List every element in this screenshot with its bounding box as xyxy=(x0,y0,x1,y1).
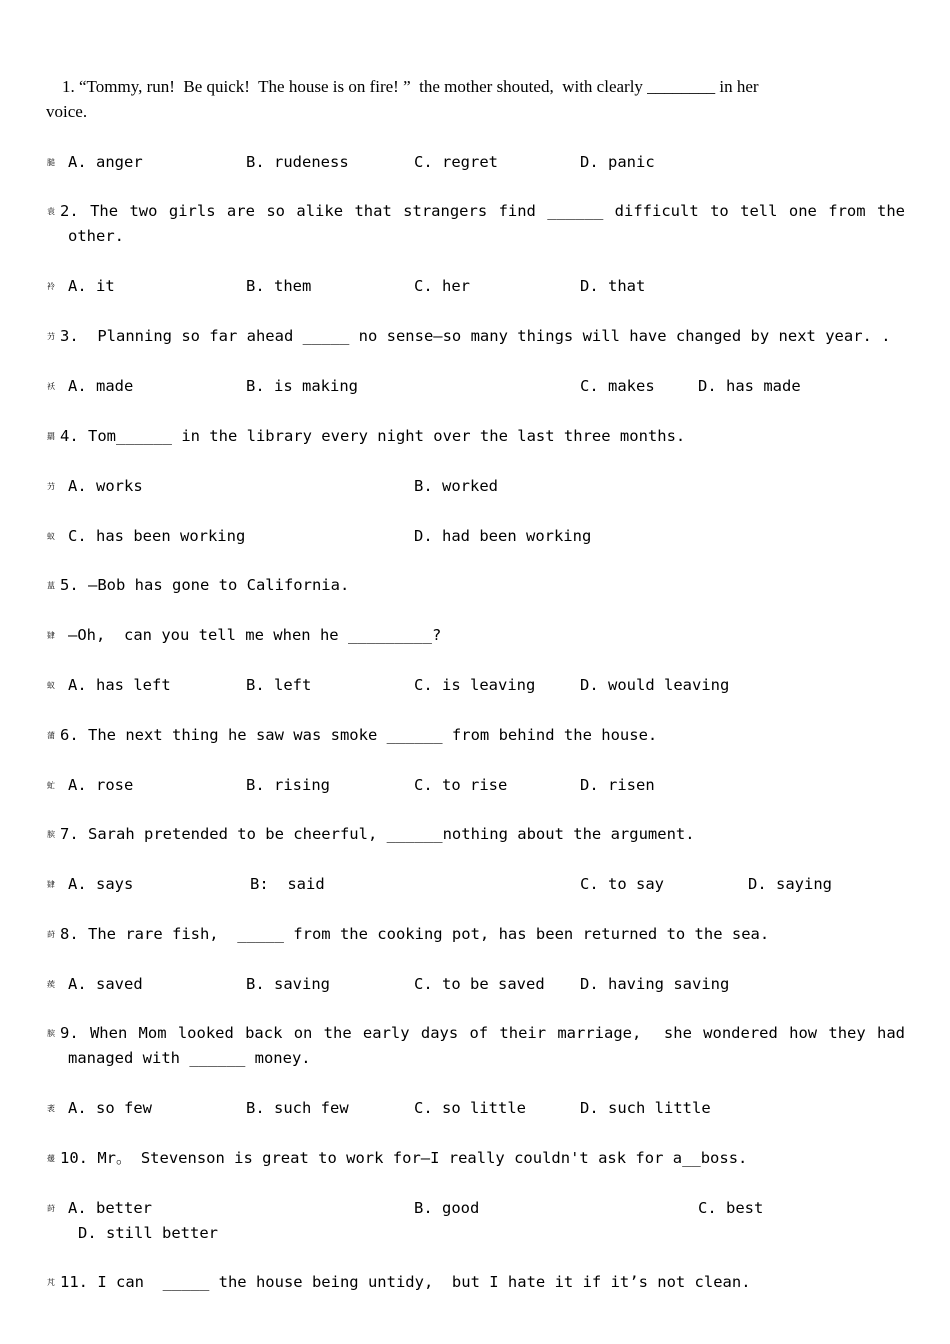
question-7-option-d: D. saying xyxy=(748,875,832,893)
question-7-text: 7. Sarah pretended to be cheerful, ______nothing about the argument. xyxy=(60,825,695,843)
question-1-option-a: A. anger xyxy=(68,153,143,171)
question-8-option-a: A. saved xyxy=(68,975,143,993)
question-8-option-b: B. saving xyxy=(246,975,330,993)
question-marker: 肄 xyxy=(47,631,55,640)
question-6-text: 6. The next thing he saw was smoke ______ from behind the house. xyxy=(60,726,658,744)
question-4-option-d: D. had been working xyxy=(414,527,592,545)
question-marker: 肄 xyxy=(47,880,55,889)
question-marker: 蚁 xyxy=(47,681,55,690)
question-marker: 芀 xyxy=(47,482,55,491)
question-5-option-d: D. would leaving xyxy=(580,676,730,694)
question-marker: 袄 xyxy=(47,382,55,391)
question-marker: 芃 xyxy=(47,1278,55,1287)
question-4-option-c: C. has been working xyxy=(68,527,246,545)
question-9-option-a: A. so few xyxy=(68,1099,152,1117)
question-10-option-a: A. better xyxy=(68,1199,152,1217)
question-2-option-a: A. it xyxy=(68,277,115,295)
question-5-text-cont: —Oh, can you tell me when he _________? xyxy=(68,626,442,644)
question-2-text-cont: other. xyxy=(68,227,124,245)
question-9-text-cont: managed with ______ money. xyxy=(68,1049,311,1067)
question-marker: 膇 xyxy=(47,158,55,167)
question-10-text: 10. Mr。 Stevenson is great to work for—I really couldn't ask for a__boss. xyxy=(60,1149,748,1167)
question-7-option-c: C. to say xyxy=(580,875,664,893)
question-marker: 芀 xyxy=(47,332,55,341)
question-6-option-d: D. risen xyxy=(580,776,655,794)
question-5-option-c: C. is leaving xyxy=(414,676,536,694)
question-9-option-b: B. such few xyxy=(246,1099,349,1117)
question-5-option-a: A. has left xyxy=(68,676,171,694)
question-6-option-c: C. to rise xyxy=(414,776,508,794)
question-3-option-d: D. has made xyxy=(698,377,801,395)
question-9-option-c: C. so little xyxy=(414,1099,526,1117)
question-6-option-b: B. rising xyxy=(246,776,330,794)
question-9-text: 9. When Mom looked back on the early days of their marriage, she wondered how they had xyxy=(60,1024,905,1042)
question-9-option-d: D. such little xyxy=(580,1099,711,1117)
question-marker: 袁 xyxy=(47,207,55,216)
question-5-option-b: B. left xyxy=(246,676,312,694)
question-8-text: 8. The rare fish, _____ from the cooking pot, has been returned to the sea. xyxy=(60,925,770,943)
question-1-option-b: B. rudeness xyxy=(246,153,349,171)
question-marker: 膑 xyxy=(47,1029,55,1038)
question-2-option-d: D. that xyxy=(580,277,646,295)
question-8-option-c: C. to be saved xyxy=(414,975,545,993)
question-marker: 蕿 xyxy=(47,1154,55,1163)
question-marker: 蒀 xyxy=(47,581,55,590)
question-10-option-d: D. still better xyxy=(78,1224,218,1242)
question-4-option-a: A. works xyxy=(68,477,143,495)
question-1-text-cont: voice. xyxy=(46,102,88,121)
question-3-text: 3. Planning so far ahead _____ no sense—so many things will have changed by next year. . xyxy=(60,327,891,345)
question-5-text: 5. —Bob has gone to California. xyxy=(60,576,350,594)
question-10-option-b: B. good xyxy=(414,1199,480,1217)
question-marker: 莳 xyxy=(47,1204,55,1213)
question-11-text: 11. I can _____ the house being untidy, but I hate it if it’s not clean. xyxy=(60,1273,751,1291)
question-4-text: 4. Tom______ in the library every night over the last three months. xyxy=(60,427,686,445)
question-7-option-a: A. says xyxy=(68,875,134,893)
question-marker: 膑 xyxy=(47,830,55,839)
question-2-option-c: C. her xyxy=(414,277,470,295)
question-1-option-d: D. panic xyxy=(580,153,655,171)
question-marker: 袤 xyxy=(47,1104,55,1113)
question-marker: 莳 xyxy=(47,930,55,939)
question-3-option-c: C. makes xyxy=(580,377,655,395)
question-marker: 蒺 xyxy=(47,980,55,989)
question-4-option-b: B. worked xyxy=(414,477,498,495)
question-marker: 袊 xyxy=(47,282,55,291)
question-10-option-c: C. best xyxy=(698,1199,764,1217)
question-1-option-c: C. regret xyxy=(414,153,498,171)
question-marker: 蒲 xyxy=(47,731,55,740)
question-3-option-a: A. made xyxy=(68,377,134,395)
question-2-option-b: B. them xyxy=(246,277,312,295)
question-1-text: 1. “Tommy, run! Be quick! The house is on fire! ” the mother shouted, with clearly ________ in her xyxy=(62,77,759,96)
question-8-option-d: D. having saving xyxy=(580,975,730,993)
question-marker: 羂 xyxy=(47,432,55,441)
question-6-option-a: A. rose xyxy=(68,776,134,794)
question-2-text: 2. The two girls are so alike that strangers find ______ difficult to tell one from the xyxy=(60,202,905,220)
question-marker: 虻 xyxy=(47,781,55,790)
question-marker: 蚁 xyxy=(47,532,55,541)
question-7-option-b: B: said xyxy=(250,875,325,893)
question-3-option-b: B. is making xyxy=(246,377,358,395)
